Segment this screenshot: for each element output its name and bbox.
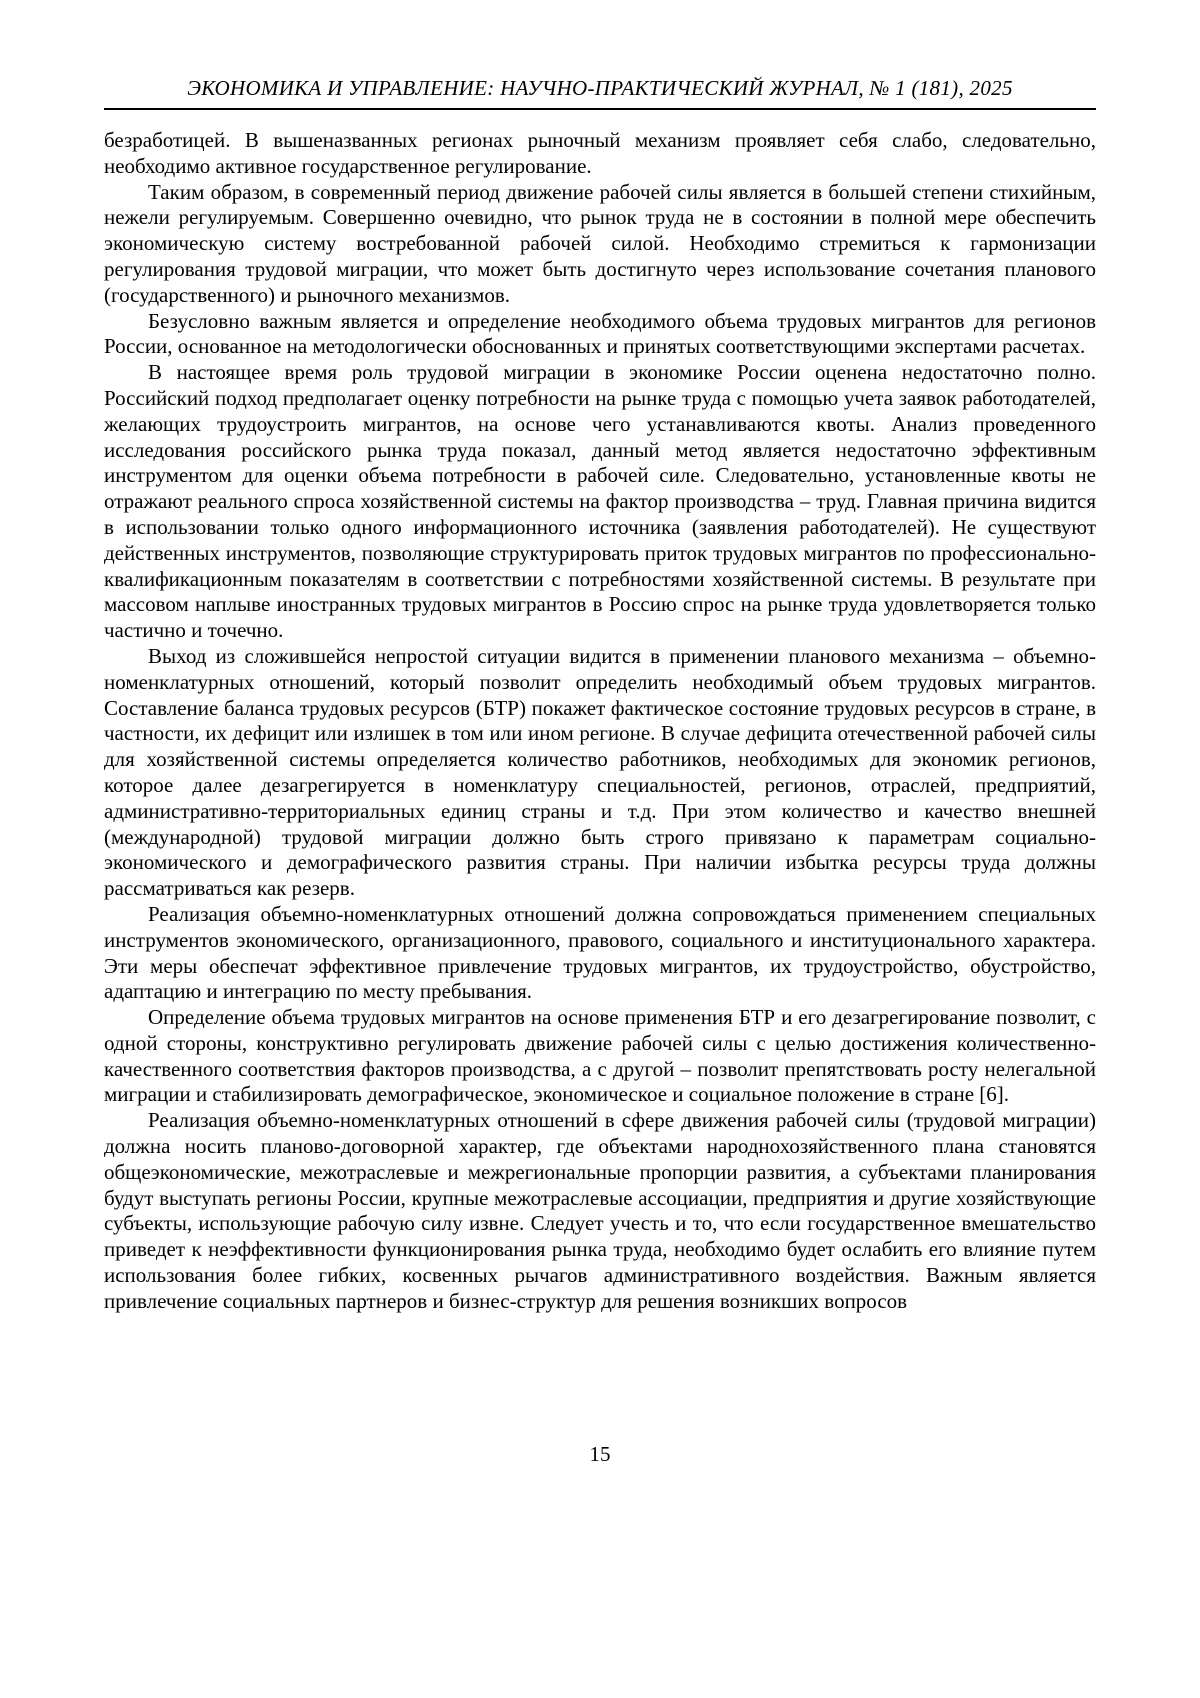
header-rule [104,108,1096,110]
body-paragraph: Таким образом, в современный период движение рабочей силы является в большей степени стихийным, нежели регулируемым. Совершенно очевидно, что рынок труда не в состоянии в полной мере обеспечить экономическую систему востребованной рабочей силой. Необходимо стремиться к гармонизации регулирования трудовой миграции, что может быть достигнуто через использование сочетания планового (государственного) и рыночного механизмов. [104,179,1096,307]
body-paragraph: Реализация объемно-номенклатурных отношений в сфере движения рабочей силы (трудовой миграции) должна носить планово-договорной характер, где объектами народнохозяйственного плана становятся общеэкономические, межотраслевые и межрегиональные пропорции развития, а субъектами планирования будут выступать регионы России, крупные межотраслевые ассоциации, предприятия и другие хозяйствующие субъекты, использующие рабочую силу извне. Следует учесть и то, что если государственное вмешательство приведет к неэффективности функционирования рынка труда, необходимо будет ослабить его влияние путем использования более гибких, косвенных рычагов административного воздействия. Важным является привлечение социальных партнеров и бизнес-структур для решения возникших вопросов [104,1108,1096,1313]
body-paragraph: безработицей. В вышеназванных регионах рыночный механизм проявляет себя слабо, следовательно, необходимо активное государственное регулирование. [104,128,1096,178]
body-paragraph: Реализация объемно-номенклатурных отношений должна сопровождаться применением специальных инструментов экономического, организационного, правового, социального и институционального характера. Эти меры обеспечат эффективное привлечение трудовых мигрантов, их трудоустройство, обустройство, адаптацию и интеграцию по месту пребывания. [104,901,1096,1004]
page-number: 15 [589,1442,611,1466]
journal-header: ЭКОНОМИКА И УПРАВЛЕНИЕ: НАУЧНО-ПРАКТИЧЕСКИЙ ЖУРНАЛ, № 1 (181), 2025 [187,76,1013,100]
body-paragraph: Определение объема трудовых мигрантов на основе применения БТР и его дезагрегирование позволит, с одной стороны, конструктивно регулировать движение рабочей силы с целью достижения количественно-качественного соответствия факторов производства, а с другой – позволит препятствовать росту нелегальной миграции и стабилизировать демографическое, экономическое и социальное положение в стране [6]. [104,1005,1096,1107]
body-paragraph: Выход из сложившейся непростой ситуации видится в применении планового механизма – объемно-номенклатурных отношений, который позволит определить необходимый объем трудовых мигрантов. Составление баланса трудовых ресурсов (БТР) покажет фактическое состояние трудовых ресурсов в стране, в частности, их дефицит или излишек в том или ином регионе. В случае дефицита отечественной рабочей силы для хозяйственной системы определяется количество работников, необходимых для экономик регионов, которое далее дезагрегируется в номенклатуру специальностей, регионов, отраслей, предприятий, административно-территориальных единиц страны и т.д. При этом количество и качество внешней (международной) трудовой миграции должно быть строго привязано к параметрам социально-экономического и демографического развития страны. При наличии избытка ресурсы труда должны рассматриваться как резерв. [104,643,1096,901]
body-paragraph: Безусловно важным является и определение необходимого объема трудовых мигрантов для регионов России, основанное на методологически обоснованных и принятых соответствующими экспертами расчетах. [104,308,1096,359]
article-body [104,128,1096,1315]
body-paragraph: В настоящее время роль трудовой миграции в экономике России оценена недостаточно полно. Российский подход предполагает оценку потребности на рынке труда с помощью учета заявок работодателей, желающих трудоустроить мигрантов, на основе чего устанавливаются квоты. Анализ проведенного исследования российского рынка труда показал, данный метод является недостаточно эффективным инструментом для оценки объема потребности в рабочей силе. Следовательно, установленные квоты не отражают реального спроса хозяйственной системы на фактор производства – труд. Главная причина видится в использовании только одного информационного источника (заявления работодателей). Не существуют действенных инструментов, позволяющие структурировать приток трудовых мигрантов по профессионально-квалификационным показателям в соответствии с потребностями хозяйственной системы. В результате при массовом наплыве иностранных трудовых мигрантов в Россию спрос на рынке труда удовлетворяется только частично и точечно. [104,360,1096,643]
